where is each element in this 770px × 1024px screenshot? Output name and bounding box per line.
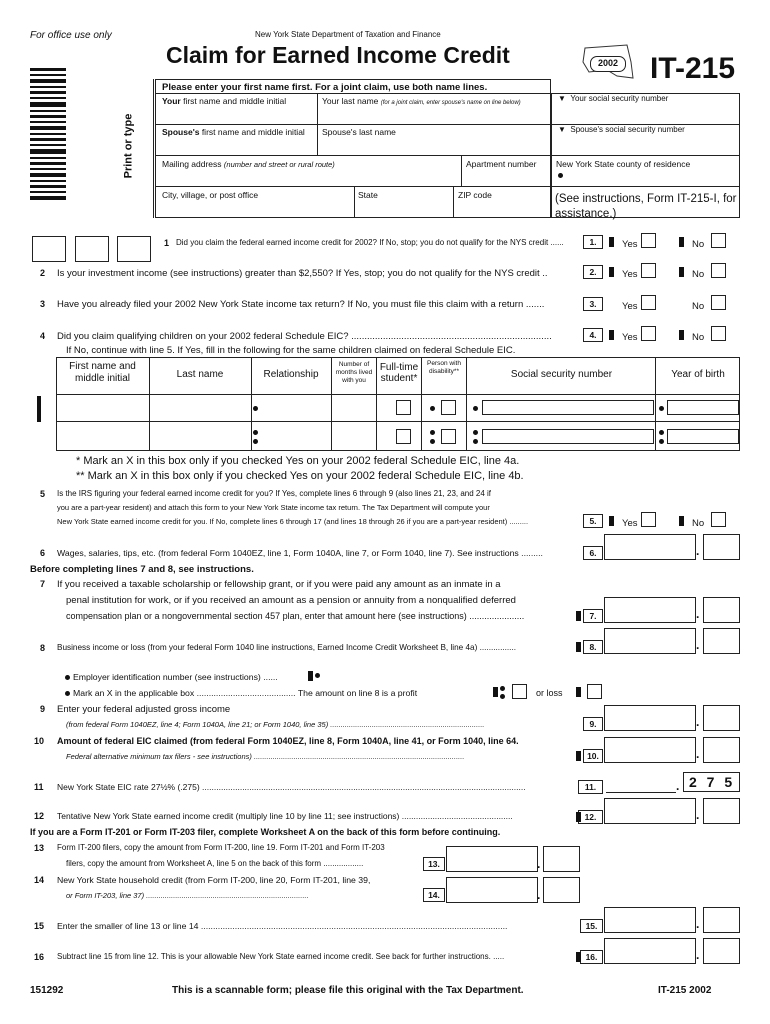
child-1-year-box[interactable] — [667, 400, 739, 415]
line-12-number: 12 — [34, 811, 45, 821]
loss-checkbox[interactable] — [587, 684, 602, 699]
rule — [551, 186, 740, 187]
office-box-2[interactable] — [75, 236, 109, 262]
rule — [354, 186, 355, 218]
line-2-no-marker — [679, 267, 684, 277]
line-5-yes-label: Yes — [622, 518, 638, 529]
line-13-decimal: . — [537, 857, 541, 871]
rule — [251, 357, 252, 451]
child-2-dot4-icon — [659, 430, 664, 435]
line-10-sub: Federal alternative minimum tax filers - see instructions) ..................................................................................................... — [66, 752, 465, 761]
col-last-name: Last name — [176, 369, 224, 380]
line-9-sub: (from federal Form 1040EZ, line 4; Form 1040A, line 21; or Form 1040, line 35) .......................................................................... — [66, 720, 485, 729]
col-student: Full-time student* — [379, 362, 419, 384]
line-15-box: 15. — [580, 919, 603, 933]
spouse-first-rest: first name and middle initial — [199, 127, 305, 137]
line-14-text-1: New York State household credit (from Form IT-200, line 20, Form IT-201, line 39, — [57, 875, 371, 885]
line-14-text-2: or Form IT-203, line 37) .............................................................................. — [66, 891, 309, 900]
line-2-no-label: No — [692, 269, 705, 280]
child-2-student-box[interactable] — [441, 429, 456, 444]
rule — [421, 357, 422, 451]
line-5-box: 5. — [583, 514, 603, 528]
child-2-months-box[interactable] — [396, 429, 411, 444]
line-3-no-label: No — [692, 301, 705, 312]
line-11-rate-value: 2 7 5 — [689, 774, 736, 790]
county-label: New York State county of residence — [556, 159, 691, 169]
line-15-amount[interactable] — [604, 907, 696, 933]
it201-note: If you are a Form IT-201 or Form IT-203 filer, complete Worksheet A on the back of this form before continuing. — [30, 827, 501, 837]
line-4-box: 4. — [583, 328, 603, 342]
child-1-dot3-icon — [473, 406, 478, 411]
spouse-ssn-input[interactable] — [554, 137, 738, 153]
office-use-label: For office use only — [30, 30, 112, 41]
line-13-amount[interactable] — [446, 846, 541, 872]
line-12-text: Tentative New York State earned income credit (multiply line 10 by line 11; see instructions) ............................................... — [57, 811, 513, 821]
loss-marker — [576, 687, 581, 697]
line-10-marker — [576, 751, 581, 761]
line-10-number: 10 — [34, 736, 45, 746]
line-8-decimal: . — [696, 638, 700, 652]
line-1-no-label: No — [692, 239, 705, 250]
child-1-dot2-icon — [430, 406, 435, 411]
line-2-box: 2. — [583, 265, 603, 279]
line-12-marker — [576, 812, 581, 822]
line-1-yes-checkbox[interactable] — [641, 233, 656, 248]
rule — [155, 155, 551, 156]
line-13-text-1: Form IT-200 filers, copy the amount from Form IT-200, line 19. Form IT-201 and Form IT-203 — [57, 843, 385, 852]
child-1-ssn-box[interactable] — [482, 400, 654, 415]
student-footnote: * Mark an X in this box only if you checked Yes on your 2002 federal Schedule EIC, line 4a. — [76, 455, 520, 467]
your-ssn-label: ▼ Your social security number — [558, 94, 669, 103]
col-first-name: First name and middle initial — [69, 361, 136, 384]
line-4-sub: If No, continue with line 5. If Yes, fill in the following for the same children claimed on federal Schedule EIC. — [66, 345, 516, 356]
line-6-cents[interactable] — [703, 534, 740, 560]
line-1-box: 1. — [583, 235, 603, 249]
line-9-text: Enter your federal adjusted gross income — [57, 704, 231, 715]
line-15-text: Enter the smaller of line 13 or line 14 ............................................................................................................................... — [57, 921, 508, 931]
rule — [155, 93, 551, 94]
col-months: Number of months lived with you — [335, 361, 373, 384]
line-2-yes-label: Yes — [622, 269, 638, 280]
line-6-decimal: . — [696, 544, 700, 558]
your-last-text: Your last name — [322, 96, 379, 106]
city-label: City, village, or post office — [162, 190, 259, 200]
ein-label: Employer identification number (see instructions) ...... — [73, 672, 278, 682]
line-11-decimal: . — [676, 779, 680, 793]
line-2-number: 2 — [40, 268, 46, 278]
line-15-cents[interactable] — [703, 907, 740, 933]
line-15-number: 15 — [34, 921, 45, 931]
line-7-text-2: penal institution for work, or if you received an amount as a pension or annuity from a nonqualified deferred — [66, 595, 516, 606]
line-7-text-1: If you received a taxable scholarship or fellowship grant, or if you were paid any amount as an inmate in a — [57, 579, 501, 590]
line-11-rate-field[interactable] — [683, 772, 740, 792]
line-13-text-2: filers, copy the amount from Worksheet A, line 5 on the back of this form .................. — [66, 859, 364, 868]
line-12-cents[interactable] — [703, 798, 740, 824]
or-loss-label: or loss — [536, 688, 563, 698]
mailing-text: Mailing address — [162, 159, 222, 169]
line-12-amount[interactable] — [604, 798, 696, 824]
col-disability: Person with disability** — [427, 360, 461, 375]
county-dot-icon — [558, 173, 563, 178]
line-2-text: Is your investment income (see instructions) greater than $2,550? If Yes, stop; you do not qualify for the NYS credit .. — [57, 268, 548, 279]
line-7-amount[interactable] — [604, 597, 696, 623]
rule — [655, 357, 656, 451]
rule — [155, 186, 551, 187]
barcode-image — [30, 68, 66, 200]
line-5-yes-marker — [609, 516, 614, 526]
line-7-box: 7. — [583, 609, 603, 623]
line-1-no-checkbox[interactable] — [711, 233, 726, 248]
line-4-no-label: No — [692, 332, 705, 343]
print-or-type-label: Print or type — [122, 113, 135, 179]
rule — [149, 357, 150, 451]
profit-dot-icon — [500, 686, 505, 691]
child-1-dot-icon — [253, 406, 258, 411]
line-14-amount[interactable] — [446, 877, 541, 903]
line-4-number: 4 — [40, 331, 46, 341]
footer-form-year: IT-215 2002 — [658, 985, 712, 996]
line-16-box: 16. — [580, 950, 603, 964]
line-12-decimal: . — [696, 808, 700, 822]
line-7-decimal: . — [696, 607, 700, 621]
line-16-amount[interactable] — [604, 938, 696, 964]
footer-scannable: This is a scannable form; please file this original with the Tax Department. — [172, 985, 524, 996]
line-16-text: Subtract line 15 from line 12. This is your allowable New York State earned income credit. See back for further instructions. ..... — [57, 952, 505, 961]
zip-input[interactable] — [456, 201, 548, 216]
line-8-number: 8 — [40, 643, 46, 653]
rule — [155, 124, 551, 125]
line-9-decimal: . — [696, 715, 700, 729]
line-11-box: 11. — [578, 780, 603, 794]
line-8-text: Business income or loss (from your federal Form 1040 line instructions, Earned Income Credit Worksheet B, line 4a) ................ — [57, 643, 516, 652]
line-5-no-label: No — [692, 518, 705, 529]
line-4-yes-marker — [609, 330, 614, 340]
year-badge — [590, 56, 626, 72]
child-2-dot3-icon — [473, 430, 478, 435]
your-first-name-label — [162, 96, 286, 106]
line-13-box: 13. — [423, 857, 445, 871]
mark-x-dot-icon — [65, 691, 70, 696]
your-ssn-text: Your social security number — [570, 94, 669, 103]
line-10-cents[interactable] — [703, 737, 740, 763]
mailing-note: (number and street or rural route) — [223, 160, 335, 169]
disability-footnote: ** Mark an X in this box only if you checked Yes on your 2002 federal Schedule EIC, line 4b. — [76, 470, 524, 482]
form-id: IT-215 — [650, 52, 736, 85]
line-5-no-marker — [679, 516, 684, 526]
line-9-box: 9. — [583, 717, 603, 731]
line-1-text: Did you claim the federal earned income credit for 2002? If No, stop; you do not qualify for the NYS credit ...... — [176, 238, 564, 247]
city-input[interactable] — [157, 201, 351, 216]
name-instruction: Please enter your first name first. For a joint claim, use both name lines. — [162, 82, 488, 93]
profit-marker — [493, 687, 498, 697]
child-2-year-box[interactable] — [667, 429, 739, 444]
state-input[interactable] — [357, 201, 450, 216]
col-relationship: Relationship — [263, 369, 319, 380]
rule — [551, 155, 740, 156]
your-last-note: (for a joint claim, enter spouse's name on line below) — [380, 100, 521, 106]
rule — [376, 357, 377, 451]
line-5-text-1: Is the IRS figuring your federal earned income credit for you? If Yes, complete lines 6 through 9 (also lines 21, 23, and 24 if — [57, 489, 492, 498]
line-13-number: 13 — [34, 843, 45, 853]
apartment-label: Apartment number — [466, 159, 537, 169]
line-1-yes-marker — [609, 237, 614, 247]
child-2-ssn-box[interactable] — [482, 429, 654, 444]
line-5-text-3: New York State earned income credit for you. If No, complete lines 6 through 17 (and lines 18 through 26 if you are a part-year resident) ......... — [57, 517, 529, 526]
line-16-cents[interactable] — [703, 938, 740, 964]
line-4-yes-checkbox[interactable] — [641, 326, 656, 341]
line-1-no-marker — [679, 237, 684, 247]
profit-checkbox[interactable] — [512, 684, 527, 699]
line-6-box: 6. — [583, 546, 603, 560]
department-name: New York State Department of Taxation and Finance — [255, 30, 441, 39]
profit-dot2-icon — [500, 694, 505, 699]
ein-marker — [308, 671, 313, 681]
col-year-of-birth: Year of birth — [671, 369, 725, 380]
child-2-dot4b-icon — [659, 439, 664, 444]
child-1-student-box[interactable] — [441, 400, 456, 415]
line-7-marker — [576, 611, 581, 621]
mailing-address-input[interactable] — [157, 170, 457, 184]
line-8-marker — [576, 642, 581, 652]
line-8-box: 8. — [583, 640, 603, 654]
rule — [461, 155, 462, 186]
line-6-number: 6 — [40, 548, 46, 558]
line-11-underline — [606, 792, 676, 793]
spouse-bold: Spouse's — [162, 127, 200, 137]
year-text: 2002 — [597, 58, 619, 68]
line-4-no-checkbox[interactable] — [711, 326, 726, 341]
line-2-yes-marker — [609, 267, 614, 277]
line-3-number: 3 — [40, 299, 46, 309]
office-box-3[interactable] — [117, 236, 151, 262]
line-7-number: 7 — [40, 579, 46, 589]
form-title: Claim for Earned Income Credit — [166, 42, 510, 68]
spouse-first-name-label — [162, 127, 305, 137]
line-6-amount[interactable] — [604, 534, 696, 560]
rule — [331, 357, 332, 451]
line-9-amount[interactable] — [604, 705, 696, 731]
your-bold: Your — [162, 96, 181, 106]
line-10-text: Amount of federal EIC claimed (from federal Form 1040EZ, line 8, Form 1040A, line 41, or Form 1040, line 64. — [57, 736, 519, 746]
rule — [56, 421, 740, 422]
line-14-cents[interactable] — [543, 877, 580, 903]
line-14-box: 14. — [423, 888, 445, 902]
line-16-decimal: . — [696, 948, 700, 962]
mailing-address-label — [162, 159, 335, 169]
line-3-no-checkbox[interactable] — [711, 295, 726, 310]
line-15-decimal: . — [696, 917, 700, 931]
line-5-text-2: you are a part-year resident) and attach this form to your New York State income tax return. The Tax Department will compute your — [57, 503, 490, 512]
before-line-7-note: Before completing lines 7 and 8, see instructions. — [30, 564, 254, 575]
rule — [466, 357, 467, 451]
your-ssn-input[interactable] — [554, 106, 738, 122]
spouse-first-name-input[interactable] — [157, 138, 315, 154]
see-instructions-note: (See instructions, Form IT-215-I, for assistance.) — [555, 193, 737, 220]
line-6-text: Wages, salaries, tips, etc. (from federal Form 1040EZ, line 1, Form 1040A, line 7, or Form 1040, line 7). See instructions ......... — [57, 548, 543, 558]
line-16-marker — [576, 952, 581, 962]
child-2-dot3b-icon — [473, 439, 478, 444]
line-9-number: 9 — [40, 704, 46, 714]
your-first-rest: first name and middle initial — [180, 96, 287, 106]
office-box-1[interactable] — [32, 236, 66, 262]
line-4-no-marker — [679, 330, 684, 340]
line-3-yes-label: Yes — [622, 301, 638, 312]
line-1-yes-label: Yes — [622, 239, 638, 250]
line-13-cents[interactable] — [543, 846, 580, 872]
line-1-number: 1 — [164, 238, 170, 248]
your-first-name-input[interactable] — [157, 107, 315, 123]
child-2-dot2-icon — [430, 430, 435, 435]
line-16-number: 16 — [34, 952, 45, 962]
ein-dot-icon — [65, 675, 70, 680]
spouse-ssn-label: ▼ Spouse's social security number — [558, 125, 685, 134]
child-2-dot-b-icon — [253, 439, 258, 444]
line-10-decimal: . — [696, 747, 700, 761]
line-5-no-checkbox[interactable] — [711, 512, 726, 527]
spouse-ssn-text: Spouse's social security number — [570, 125, 685, 134]
spouse-last-name-label: Spouse's last name — [322, 127, 396, 137]
line-4-yes-label: Yes — [622, 332, 638, 343]
line-8-amount[interactable] — [604, 628, 696, 654]
your-last-name-label — [322, 96, 521, 106]
zip-label: ZIP code — [458, 190, 492, 200]
spouse-last-name-input[interactable] — [320, 138, 548, 154]
child-2-dot-icon — [253, 430, 258, 435]
mark-x-label: Mark an X in the applicable box ......................................... The amount on line 8 is a profit — [73, 688, 418, 698]
child-2-dot2b-icon — [430, 439, 435, 444]
line-11-number: 11 — [34, 782, 44, 792]
line-3-box: 3. — [583, 297, 603, 311]
ein-marker-dot-icon — [315, 673, 320, 678]
line-9-cents[interactable] — [703, 705, 740, 731]
line-2-yes-checkbox[interactable] — [641, 263, 656, 278]
line-10-box: 10. — [583, 749, 603, 763]
child-marker — [37, 396, 41, 422]
your-last-name-input[interactable] — [320, 107, 548, 123]
child-1-dot4-icon — [659, 406, 664, 411]
state-label: State — [358, 190, 378, 200]
line-11-text: New York State EIC rate 27½% (.275) ......................................................................................................................................... — [57, 782, 526, 792]
line-5-number: 5 — [40, 489, 46, 499]
line-12-box: 12. — [578, 810, 603, 824]
county-input[interactable] — [566, 168, 738, 184]
line-4-text: Did you claim qualifying children on your 2002 federal Schedule EIC? ............................................................................ — [57, 331, 552, 342]
line-7-cents[interactable] — [703, 597, 740, 623]
line-3-text: Have you already filed your 2002 New York State income tax return? If No, you must file this claim with a return ....... — [57, 299, 545, 310]
line-2-no-checkbox[interactable] — [711, 263, 726, 278]
rule — [453, 186, 454, 218]
line-10-amount[interactable] — [604, 737, 696, 763]
line-7-text-3: compensation plan or a nongovernmental section 457 plan, enter that amount here (see instructions) ...................... — [66, 611, 525, 621]
apartment-input[interactable] — [464, 170, 548, 184]
col-ssn: Social security number — [510, 369, 613, 380]
line-3-yes-checkbox[interactable] — [641, 295, 656, 310]
line-5-yes-checkbox[interactable] — [641, 512, 656, 527]
line-14-decimal: . — [537, 888, 541, 902]
footer-code: 151292 — [30, 985, 64, 996]
child-1-months-box[interactable] — [396, 400, 411, 415]
line-8-cents[interactable] — [703, 628, 740, 654]
rule — [56, 394, 740, 395]
line-14-number: 14 — [34, 875, 45, 885]
